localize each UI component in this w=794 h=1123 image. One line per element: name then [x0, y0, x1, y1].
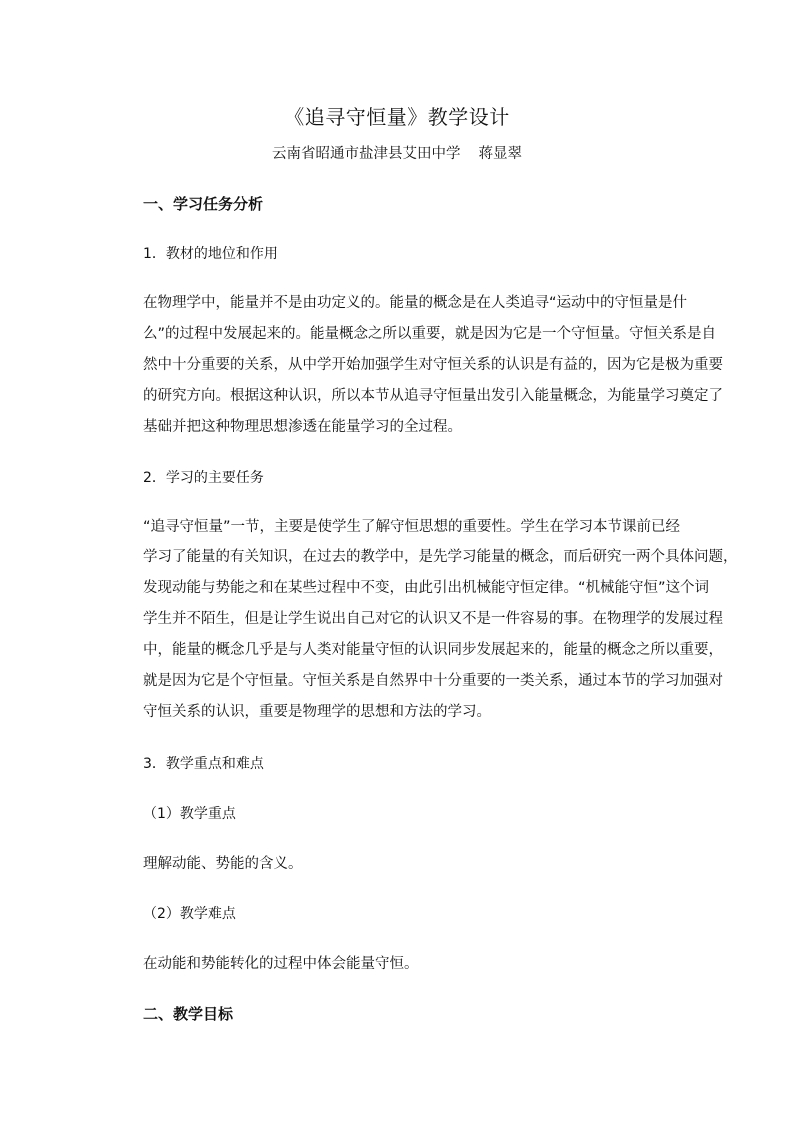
paragraph-line: 学习了能量的有关知识，在过去的教学中，是先学习能量的概念，而后研究一两个具体问题， — [143, 549, 738, 565]
item-text-teaching-difficulty: 在动能和势能转化的过程中体会能量守恒。 — [143, 956, 419, 972]
sub-heading-key-points: 3．教学重点和难点 — [143, 756, 264, 772]
paragraph-line: 学生并不陌生，但是让学生说出自己对它的认识又不是一件容易的事。在物理学的发展过程 — [143, 611, 723, 627]
sub-heading-textbook-role: 1．教材的地位和作用 — [143, 246, 278, 262]
author-school: 云南省昭通市盐津县艾田中学 — [272, 146, 461, 162]
item-text-teaching-focus: 理解动能、势能的含义。 — [143, 856, 303, 872]
paragraph-line: 么”的过程中发展起来的。能量概念之所以重要，就是因为它是一个守恒量。守恒关系是自 — [143, 326, 717, 342]
paragraph-line: 然中十分重要的关系，从中学开始加强学生对守恒关系的认识是有益的，因为它是极为重要 — [143, 357, 723, 373]
document-title: 《追寻守恒量》教学设计 — [284, 105, 510, 129]
paragraph-line: 发现动能与势能之和在某些过程中不变，由此引出机械能守恒定律。“机械能守恒”这个词 — [143, 580, 710, 596]
paragraph-line: 就是因为它是个守恒量。守恒关系是自然界中十分重要的一类关系，通过本节的学习加强对 — [143, 673, 723, 689]
author-name: 蒋显翠 — [478, 146, 522, 162]
paragraph-line: “追寻守恒量”一节，主要是使学生了解守恒思想的重要性。学生在学习本节课前已经 — [143, 519, 681, 535]
author-line — [0, 143, 794, 165]
paragraph-line: 中，能量的概念几乎是与人类对能量守恒的认识同步发展起来的，能量的概念之所以重要， — [143, 642, 723, 658]
paragraph-line: 的研究方向。根据这种认识，所以本节从追寻守恒量出发引入能量概念，为能量学习奠定了 — [143, 388, 723, 404]
paragraph-line: 在物理学中，能量并不是由功定义的。能量的概念是在人类追寻“运动中的守恒量是什 — [143, 295, 688, 311]
item-heading-teaching-focus: （1）教学重点 — [143, 806, 236, 822]
section-heading-learning-task-analysis: 一、学习任务分析 — [143, 195, 264, 213]
sub-heading-main-tasks: 2．学习的主要任务 — [143, 470, 264, 486]
item-heading-teaching-difficulty: （2）教学难点 — [143, 906, 236, 922]
paragraph-line: 基础并把这种物理思想渗透在能量学习的全过程。 — [143, 419, 462, 435]
paragraph-line: 守恒关系的认识，重要是物理学的思想和方法的学习。 — [143, 704, 491, 720]
section-heading-teaching-objectives: 二、教学目标 — [143, 1005, 234, 1023]
